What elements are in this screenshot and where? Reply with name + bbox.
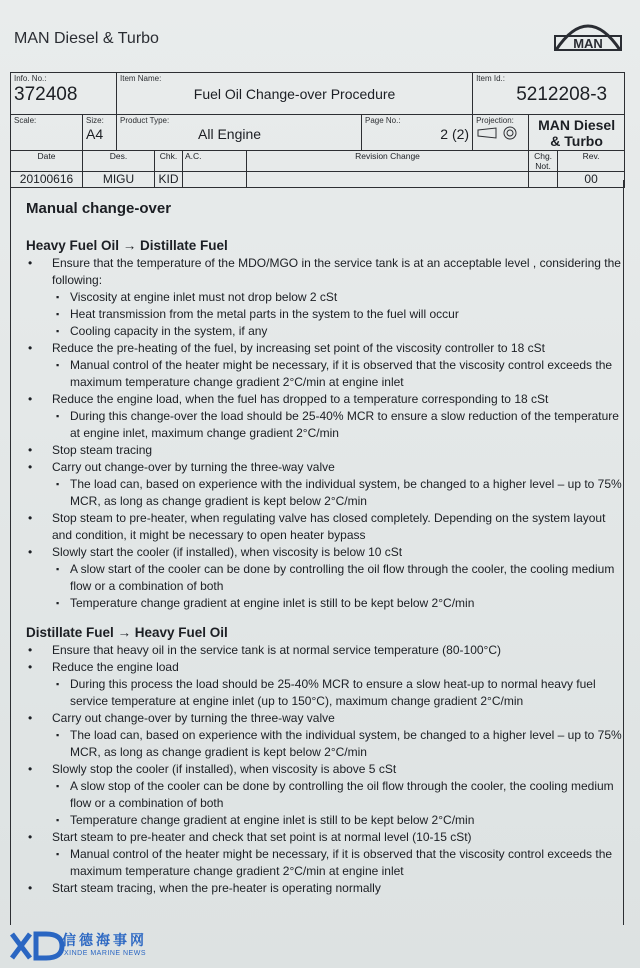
scale-label: Scale: <box>14 116 37 125</box>
sub-list-item: ▪ Heat transmission from the metal parts in the system to the fuel will occur <box>26 306 626 323</box>
item-id-value: 5212208-3 <box>516 84 608 105</box>
list-item: • Carry out change-over by turning the three-way valve <box>26 710 626 727</box>
item-name-cell <box>117 73 473 115</box>
man-logo <box>552 12 624 52</box>
col-chg-not: Chg. Not. <box>529 151 558 172</box>
list-item: • Start steam to pre-heater and check that set point is at normal level (10-15 cSt) <box>26 829 626 846</box>
product-type-label: Product Type: <box>120 116 170 125</box>
col-revision: Revision Change <box>247 151 529 172</box>
col-rev: Rev. <box>558 151 625 172</box>
size-label: Size: <box>86 116 104 125</box>
title-block <box>10 72 625 188</box>
logo-text: MAN <box>573 36 603 51</box>
document-body <box>26 200 626 897</box>
scale-cell <box>11 115 83 151</box>
sub-list-item: ▪ Temperature change gradient at engine inlet is still to be kept below 2°C/min <box>26 595 626 612</box>
rev-number: 00 <box>558 172 625 188</box>
list-item: • Stop steam tracing <box>26 442 626 459</box>
list-item: • Reduce the engine load, when the fuel has dropped to a temperature corresponding to 18 cSt <box>26 391 626 408</box>
sub-list-item: ▪ The load can, based on experience with the individual system, be changed to a higher level – up to 75% MCR, as long as change gradient is kept below 2°C/min <box>26 476 626 510</box>
list-item: • Carry out change-over by turning the three-way valve <box>26 459 626 476</box>
sub-list-item: ▪ A slow stop of the cooler can be done by controlling the oil flow through the cooler, the cooling medium flow or a combination of both <box>26 778 626 812</box>
projection-cell <box>473 115 529 151</box>
sub-list-item: ▪ During this process the load should be 25-40% MCR to ensure a slow heat-up to normal heavy fuel service temperature at engine inlet (up to 150°C), maximum change gradient 2°C/min <box>26 676 626 710</box>
list-item: • Reduce the pre-heating of the fuel, by increasing set point of the viscosity controller to 18 cSt <box>26 340 626 357</box>
page-no-cell <box>362 115 473 151</box>
item-name-value: Fuel Oil Change-over Procedure <box>193 86 396 102</box>
projection-symbol-icon <box>476 126 522 140</box>
section-heading-hfo-to-distillate: Heavy Fuel Oil → Distillate Fuel <box>26 238 228 253</box>
size-cell <box>83 115 117 151</box>
info-no-cell <box>11 73 117 115</box>
page-title: Manual change-over <box>26 200 172 217</box>
product-type-cell <box>117 115 362 151</box>
sub-list-item: ▪ Temperature change gradient at engine inlet is still to be kept below 2°C/min <box>26 812 626 829</box>
rev-des: MIGU <box>83 172 155 188</box>
col-date: Date <box>11 151 83 172</box>
list-item: • Reduce the engine load <box>26 659 626 676</box>
list-item: • Start steam tracing, when the pre-heater is operating normally <box>26 880 626 897</box>
info-no-label: Info. No.: <box>14 74 47 83</box>
sub-list-item: ▪ Manual control of the heater might be necessary, if it is observed that the viscosity control exceeds the maximum temperature change gradient 2°C/min at engine inlet <box>26 357 626 391</box>
watermark-text: 信德海事网 <box>62 932 147 948</box>
col-des: Des. <box>83 151 155 172</box>
col-chk: Chk. <box>155 151 183 172</box>
sub-list-item: ▪ Cooling capacity in the system, if any <box>26 323 626 340</box>
watermark-subtext: XINDE MARINE NEWS <box>64 950 147 957</box>
sub-list-item: ▪ Viscosity at engine inlet must not drop below 2 cSt <box>26 289 626 306</box>
info-no-value: 372408 <box>14 84 78 105</box>
page-no-value: 2 (2) <box>440 126 470 142</box>
list-item: • Slowly start the cooler (if installed), when viscosity is below 10 cSt <box>26 544 626 561</box>
rev-date: 20100616 <box>11 172 83 188</box>
product-type-value: All Engine <box>198 126 262 142</box>
company-name: MAN Diesel & Turbo <box>14 30 159 47</box>
list-item: • Ensure that heavy oil in the service tank is at normal service temperature (80-100°C) <box>26 642 626 659</box>
sub-list-item: ▪ The load can, based on experience with the individual system, be changed to a higher level – up to 75% MCR, as long as change gradient is kept below 2°C/min <box>26 727 626 761</box>
section-heading-distillate-to-hfo: Distillate Fuel → Heavy Fuel Oil <box>26 625 228 640</box>
rev-chk: KID <box>155 172 183 188</box>
col-ac: A.C. <box>183 151 247 172</box>
maker-line1: MAN Diesel <box>538 116 616 133</box>
list-item: • Ensure that the temperature of the MDO/MGO in the service tank is at an acceptable level , considering the following: <box>26 255 626 289</box>
sub-list-item: ▪ During this change-over the load should be 25-40% MCR to ensure a slow reduction of the temperature at engine inlet, maximum change gradient 2°C/min <box>26 408 626 442</box>
size-value: A4 <box>86 126 104 142</box>
list-item: • Stop steam to pre-heater, when regulating valve has closed completely. Depending on the system layout and condition, it might be necessary to open heater bypass <box>26 510 626 544</box>
sub-list-item: ▪ Manual control of the heater might be necessary, if it is observed that the viscosity control exceeds the maximum temperature change gradient 2°C/min at engine inlet <box>26 846 626 880</box>
item-id-label: Item Id.: <box>476 74 505 83</box>
sub-list-item: ▪ A slow start of the cooler can be done by controlling the oil flow through the cooler, the cooling medium flow or a combination of both <box>26 561 626 595</box>
item-name-label: Item Name: <box>120 74 162 83</box>
maker-line2: & Turbo <box>550 132 603 149</box>
projection-label: Projection: <box>476 116 514 125</box>
item-id-cell <box>473 73 625 115</box>
list-item: • Slowly stop the cooler (if installed), when viscosity is above 5 cSt <box>26 761 626 778</box>
maker-cell <box>529 115 625 151</box>
page-no-label: Page No.: <box>365 116 401 125</box>
